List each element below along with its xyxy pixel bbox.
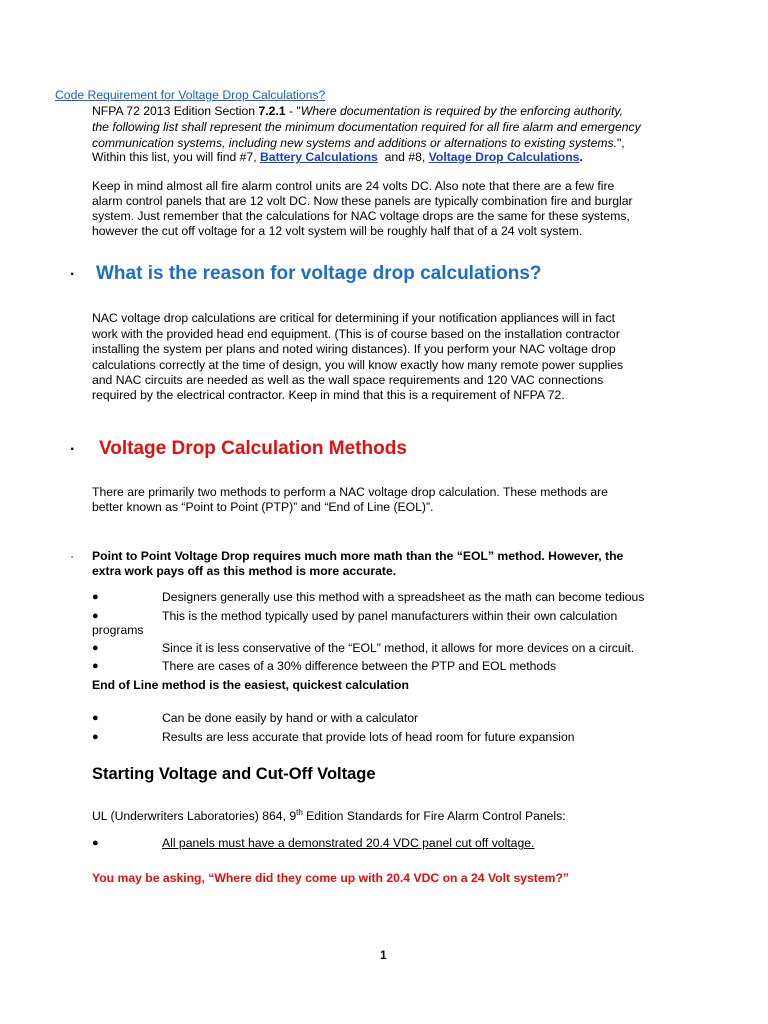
ptp-bullet-item: There are cases of a 30% difference between the PTP and EOL methods	[162, 659, 557, 673]
ul-text: UL (Underwriters Laboratories) 864, 9	[92, 809, 297, 823]
eol-bullet-item: Results are less accurate that provide lots of head room for future expansion	[162, 730, 575, 744]
ptp-bullet-item-cont: programs	[92, 623, 144, 637]
para-reason-line: installing the system per plans and noted wiring distances). If you perform your NAC voltage drop	[92, 342, 616, 356]
nfpa-line-4	[92, 149, 583, 165]
para-keep-line: alarm control panels that are 12 volt DC. Now these panels are typically combination fire and burglar	[92, 194, 633, 208]
para-reason-line: work with the provided head end equipment. (This is of course based on the installation contractor	[92, 327, 620, 341]
para-reason-line: calculations correctly at the time of design, you will know exactly how many remote power supplies	[92, 358, 624, 372]
ul-superscript: th	[296, 807, 303, 817]
heading-bullet: ·	[70, 441, 76, 458]
ul-text-end: Edition Standards for Fire Alarm Control Panels:	[302, 809, 566, 823]
nfpa-quote: Where documentation is required by the enforcing authority,	[300, 104, 623, 118]
bullet-dot: ●	[92, 712, 99, 724]
bullet-dot: ●	[92, 610, 99, 622]
ptp-bullet-item: Designers generally use this method with a spreadsheet as the math can become tedious	[162, 590, 645, 604]
ul-standard-line	[92, 808, 566, 824]
ptp-heading-line: Point to Point Voltage Drop requires much more math than the “EOL” method. However, the	[92, 549, 624, 563]
para-methods-line: better known as “Point to Point (PTP)” and “End of Line (EOL)”.	[92, 500, 434, 514]
nfpa-quote-end: communication systems, including new systems and additions or alternations to existing systems.	[92, 136, 617, 150]
heading-reason: What is the reason for voltage drop calculations?	[96, 263, 542, 284]
ptp-bullet: ·	[70, 549, 75, 563]
bullet-dot: ●	[92, 591, 99, 603]
para-keep-line: Keep in mind almost all fire alarm control units are 24 volts DC. Also note that there are a few fire	[92, 179, 615, 193]
heading-starting-voltage: Starting Voltage and Cut-Off Voltage	[92, 765, 376, 783]
nfpa-section: 7.2.1	[258, 104, 286, 118]
ptp-heading-line: extra work pays off as this method is more accurate.	[92, 564, 397, 578]
code-requirement-link[interactable]: Code Requirement for Voltage Drop Calculations?	[55, 88, 326, 102]
page-number: 1	[380, 948, 387, 962]
eol-heading: End of Line method is the easiest, quickest calculation	[92, 678, 409, 692]
ul-bullet-item: All panels must have a demonstrated 20.4 VDC panel cut off voltage.	[162, 836, 535, 850]
para-keep-line: system. Just remember that the calculations for NAC voltage drops are the same for these systems,	[92, 209, 630, 223]
heading-methods: Voltage Drop Calculation Methods	[99, 438, 407, 459]
red-question: You may be asking, “Where did they come up with 20.4 VDC on a 24 Volt system?”	[92, 871, 570, 885]
eol-bullet-item: Can be done easily by hand or with a calculator	[162, 711, 419, 725]
heading-bullet: ·	[70, 266, 76, 283]
bullet-dot: ●	[92, 837, 99, 849]
para-methods-line: There are primarily two methods to perform a NAC voltage drop calculation. These methods are	[92, 485, 608, 499]
bullet-dot: ●	[92, 660, 99, 672]
nfpa-close: ",	[616, 136, 625, 150]
nfpa-line-1	[92, 103, 623, 119]
bullet-dot: ●	[92, 731, 99, 743]
para-reason-line: and NAC circuits are needed as well as the wall space requirements and 120 VAC connections	[92, 373, 604, 387]
voltage-drop-calculations-link[interactable]: Voltage Drop Calculations	[428, 150, 580, 164]
nfpa-list-mid: and #8,	[377, 150, 429, 164]
para-reason-line: NAC voltage drop calculations are critical for determining if your notification appliances will in fact	[92, 311, 615, 325]
nfpa-period: .	[579, 150, 583, 164]
nfpa-list-text: Within this list, you will find #7,	[92, 150, 260, 164]
battery-calculations-link[interactable]: Battery Calculations	[259, 150, 378, 164]
nfpa-dash: - "	[285, 104, 301, 118]
bullet-dot: ●	[92, 642, 99, 654]
para-keep-line: however the cut off voltage for a 12 volt system will be roughly half that of a 24 volt system.	[92, 224, 583, 238]
nfpa-text: NFPA 72 2013 Edition Section	[92, 104, 259, 118]
nfpa-line-2: the following list shall represent the minimum documentation required for all fire alarm and emergency	[92, 120, 641, 134]
para-reason-line: required by the electrical contractor. Keep in mind that this is a requirement of NFPA 72.	[92, 388, 565, 402]
ptp-bullet-item: This is the method typically used by panel manufacturers within their own calculation	[162, 609, 618, 623]
ptp-bullet-item: Since it is less conservative of the “EOL” method, it allows for more devices on a circuit.	[162, 641, 635, 655]
